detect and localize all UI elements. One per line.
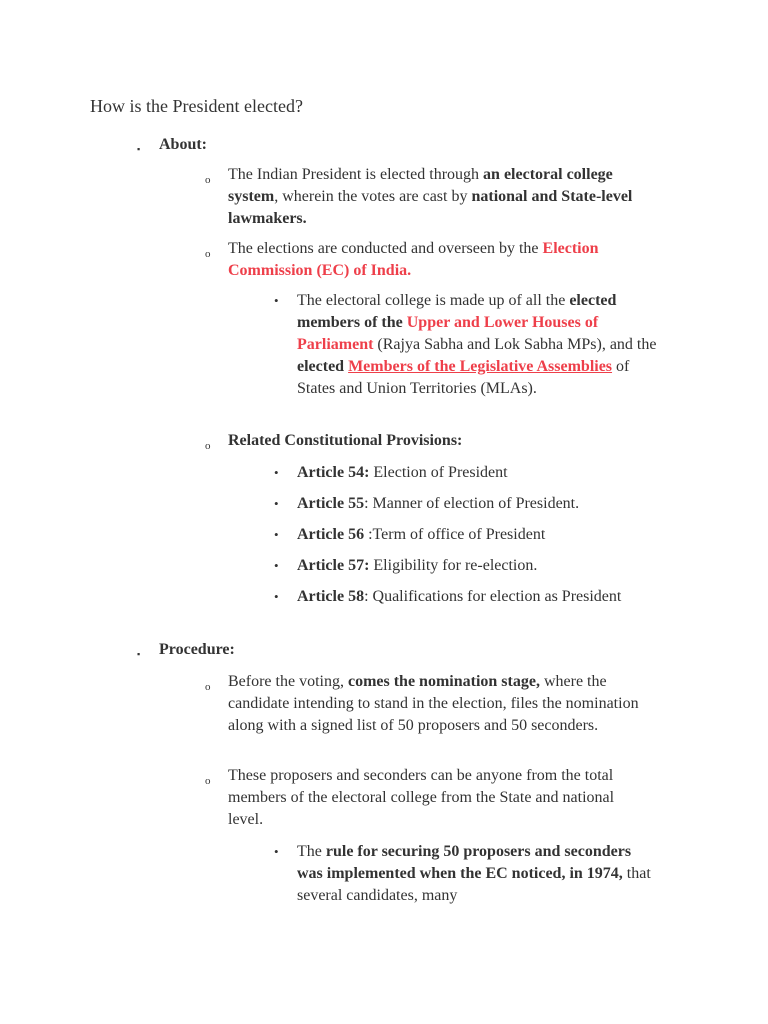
- about-paragraph-1: The Indian President is elected through an electoral college system, wherein the votes are cast by national and State-level lawmakers.: [228, 166, 633, 227]
- legislative-assemblies-link[interactable]: Members of the Legislative Assemblies: [348, 358, 613, 375]
- article-item: Article 58: Qualifications for election as President: [297, 588, 622, 605]
- article-item: Article 54: Election of President: [297, 464, 508, 481]
- about-paragraph-2: The elections are conducted and overseen by the Election Commission (EC) of India.: [228, 240, 599, 279]
- section-procedure-label: Procedure:: [159, 641, 235, 658]
- dot-bullet-icon: •: [274, 589, 279, 604]
- election-commission-link[interactable]: Election Commission (EC) of India.: [228, 240, 599, 279]
- circle-bullet-icon: o: [205, 440, 211, 452]
- square-bullet-icon: ▪: [137, 144, 141, 154]
- circle-bullet-icon: o: [205, 681, 211, 693]
- article-item: Article 56 :Term of office of President: [297, 526, 546, 543]
- electoral-college-paragraph: The electoral college is made up of all the elected members of the Upper and Lower Houses of Parliament (Rajya Sabha and Lok Sabha MPs), and the elected Members of the Legislative Assemblies of States and Union Territories (MLAs).: [297, 292, 657, 397]
- procedure-paragraph-2: These proposers and seconders can be anyone from the total members of the electoral college from the State and national level.: [228, 767, 615, 828]
- procedure-paragraph-1: Before the voting, comes the nomination stage, where the candidate intending to stand in the election, files the nomination along with a signed list of 50 proposers and 50 seconders.: [228, 673, 639, 734]
- circle-bullet-icon: o: [205, 248, 211, 260]
- provisions-label: Related Constitutional Provisions:: [228, 432, 463, 449]
- dot-bullet-icon: •: [274, 496, 279, 511]
- square-bullet-icon: ▪: [137, 649, 141, 659]
- dot-bullet-icon: •: [274, 844, 279, 859]
- article-item: Article 57: Eligibility for re-election.: [297, 557, 538, 574]
- procedure-paragraph-3: The rule for securing 50 proposers and seconders was implemented when the EC noticed, in 1974, that several candidates, many: [297, 843, 651, 904]
- dot-bullet-icon: •: [274, 527, 279, 542]
- section-about-label: About:: [159, 136, 208, 153]
- dot-bullet-icon: •: [274, 293, 279, 308]
- circle-bullet-icon: o: [205, 174, 211, 186]
- dot-bullet-icon: •: [274, 465, 279, 480]
- dot-bullet-icon: •: [274, 558, 279, 573]
- circle-bullet-icon: o: [205, 775, 211, 787]
- article-item: Article 55: Manner of election of President.: [297, 495, 580, 512]
- page-title: How is the President elected?: [90, 96, 303, 116]
